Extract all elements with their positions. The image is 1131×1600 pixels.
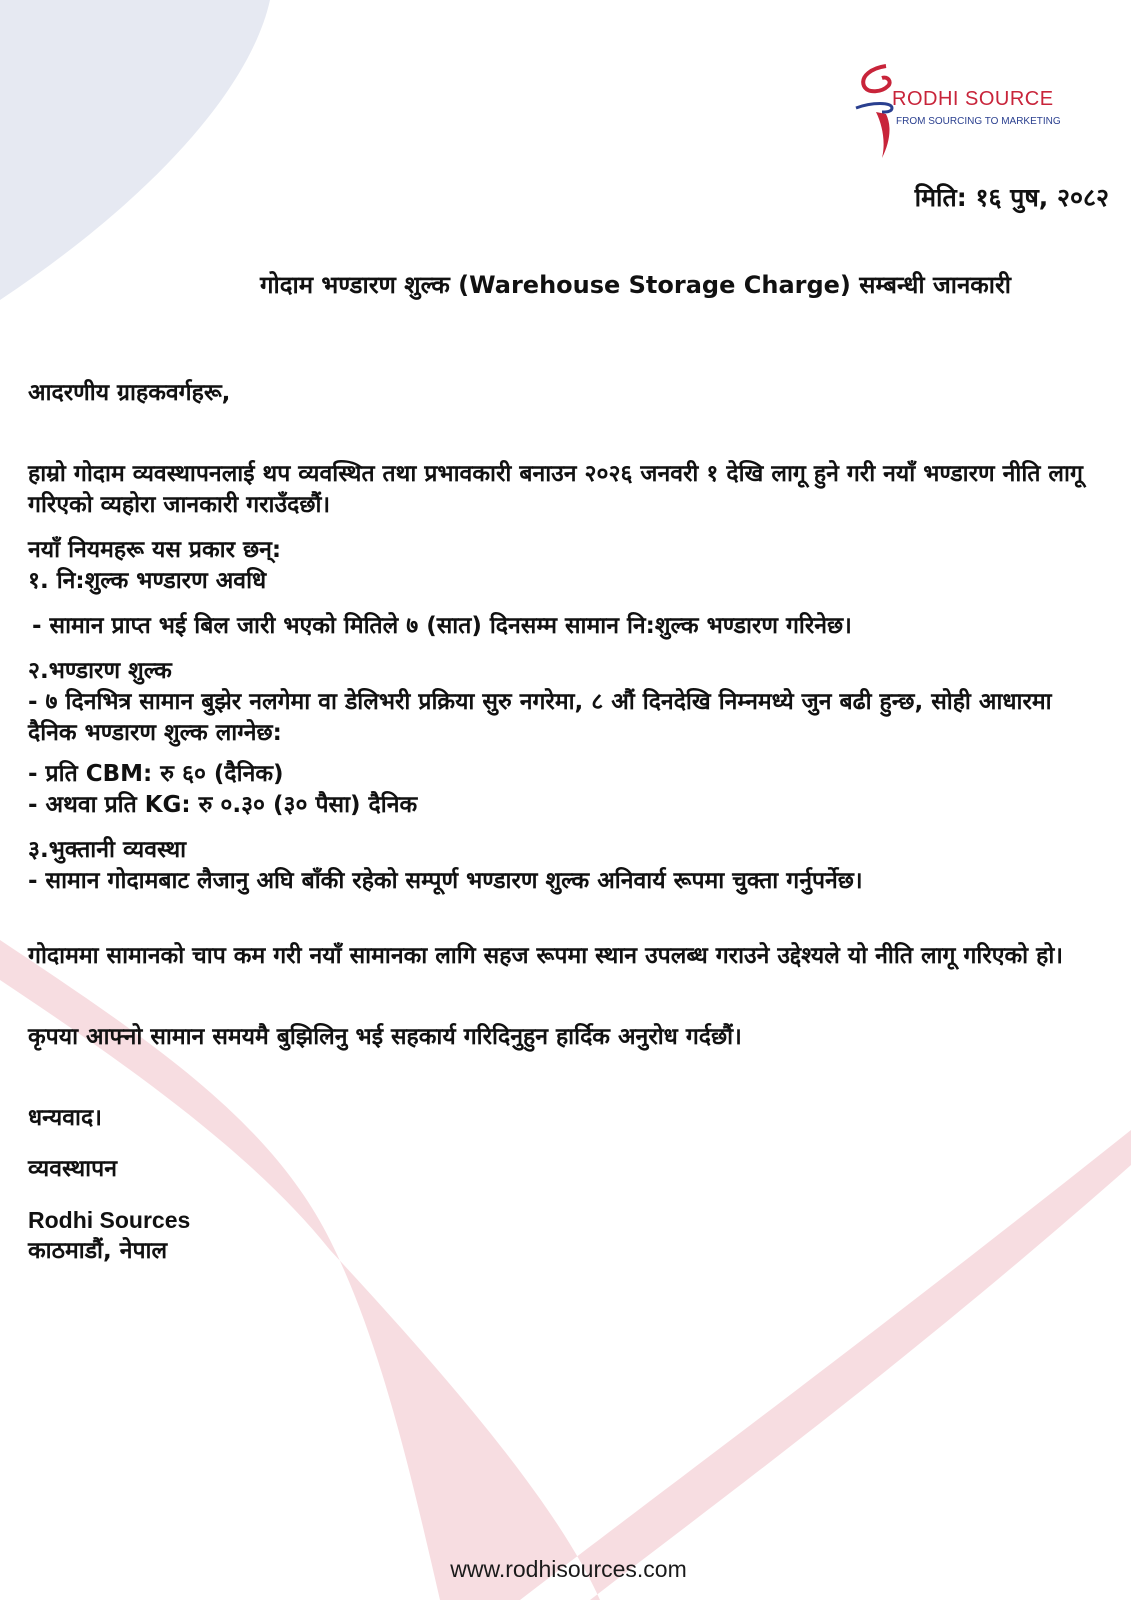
- rule-3-heading: ३.भुक्तानी व्यवस्था: [28, 837, 187, 863]
- closing-location: काठमाडौं, नेपाल: [28, 1238, 168, 1264]
- closing-management: व्यवस्थापन: [28, 1156, 117, 1182]
- request-paragraph: कृपया आफ्नो सामान समयमै बुझिलिनु भई सहकार्य गरिदिनुहुन हार्दिक अनुरोध गर्दछौं।: [28, 1024, 742, 1050]
- salutation: आदरणीय ग्राहकवर्गहरू,: [28, 380, 231, 406]
- rule-2-rate-cbm: - प्रति CBM: रु ६० (दैनिक): [28, 761, 284, 787]
- rule-2-line: - ७ दिनभित्र सामान बुझेर नलगेमा वा डेलिभरी प्रक्रिया सुरु नगरेमा, ८ औं दिनदेखि निम्नमध्ये जुन बढी हुन्छ, सोही आधारमा दैनिक भण्डारण शुल्क लाग्नेछ:: [28, 689, 1052, 746]
- purpose-paragraph: गोदाममा सामानको चाप कम गरी नयाँ सामानका लागि सहज रूपमा स्थान उपलब्ध गराउने उद्देश्यले यो नीति लागू गरिएको हो।: [28, 943, 1064, 969]
- intro-paragraph: हाम्रो गोदाम व्यवस्थापनलाई थप व्यवस्थित तथा प्रभावकारी बनाउन २०२६ जनवरी १ देखि लागू हुने गरी नयाँ भण्डारण नीति लागू गरिएको व्यहोरा जानकारी गराउँदछौं।: [28, 461, 1083, 518]
- letter-date: मिति: १६ पुष, २०८२: [914, 183, 1109, 212]
- rule-3-line: - सामान गोदामबाट लैजानु अघि बाँकी रहेको सम्पूर्ण भण्डारण शुल्क अनिवार्य रूपमा चुक्ता गर्नुपर्नेछ।: [28, 868, 863, 894]
- closing-thanks: धन्यवाद।: [28, 1105, 102, 1131]
- rule-1-heading: १. नि:शुल्क भण्डारण अवधि: [28, 568, 267, 594]
- footer-website[interactable]: www.rodhisources.com: [450, 1556, 687, 1582]
- rule-1-line: - सामान प्राप्त भई बिल जारी भएको मितिले ७ (सात) दिनसम्म सामान नि:शुल्क भण्डारण गरिनेछ।: [32, 613, 852, 639]
- rule-2-heading: २.भण्डारण शुल्क: [28, 658, 172, 684]
- logo-tagline: FROM SOURCING TO MARKETING: [896, 116, 1061, 127]
- rule-2-rate-kg: - अथवा प्रति KG: रु ०.३० (३० पैसा) दैनिक: [28, 792, 418, 818]
- rules-title: नयाँ नियमहरू यस प्रकार छन्:: [28, 537, 282, 563]
- letter-heading: गोदाम भण्डारण शुल्क (Warehouse Storage Charge) सम्बन्धी जानकारी: [260, 271, 1011, 299]
- letter-body: [28, 378, 1105, 1267]
- logo-title: RODHI SOURCE: [892, 88, 1054, 110]
- closing-company: Rodhi Sources: [28, 1207, 191, 1233]
